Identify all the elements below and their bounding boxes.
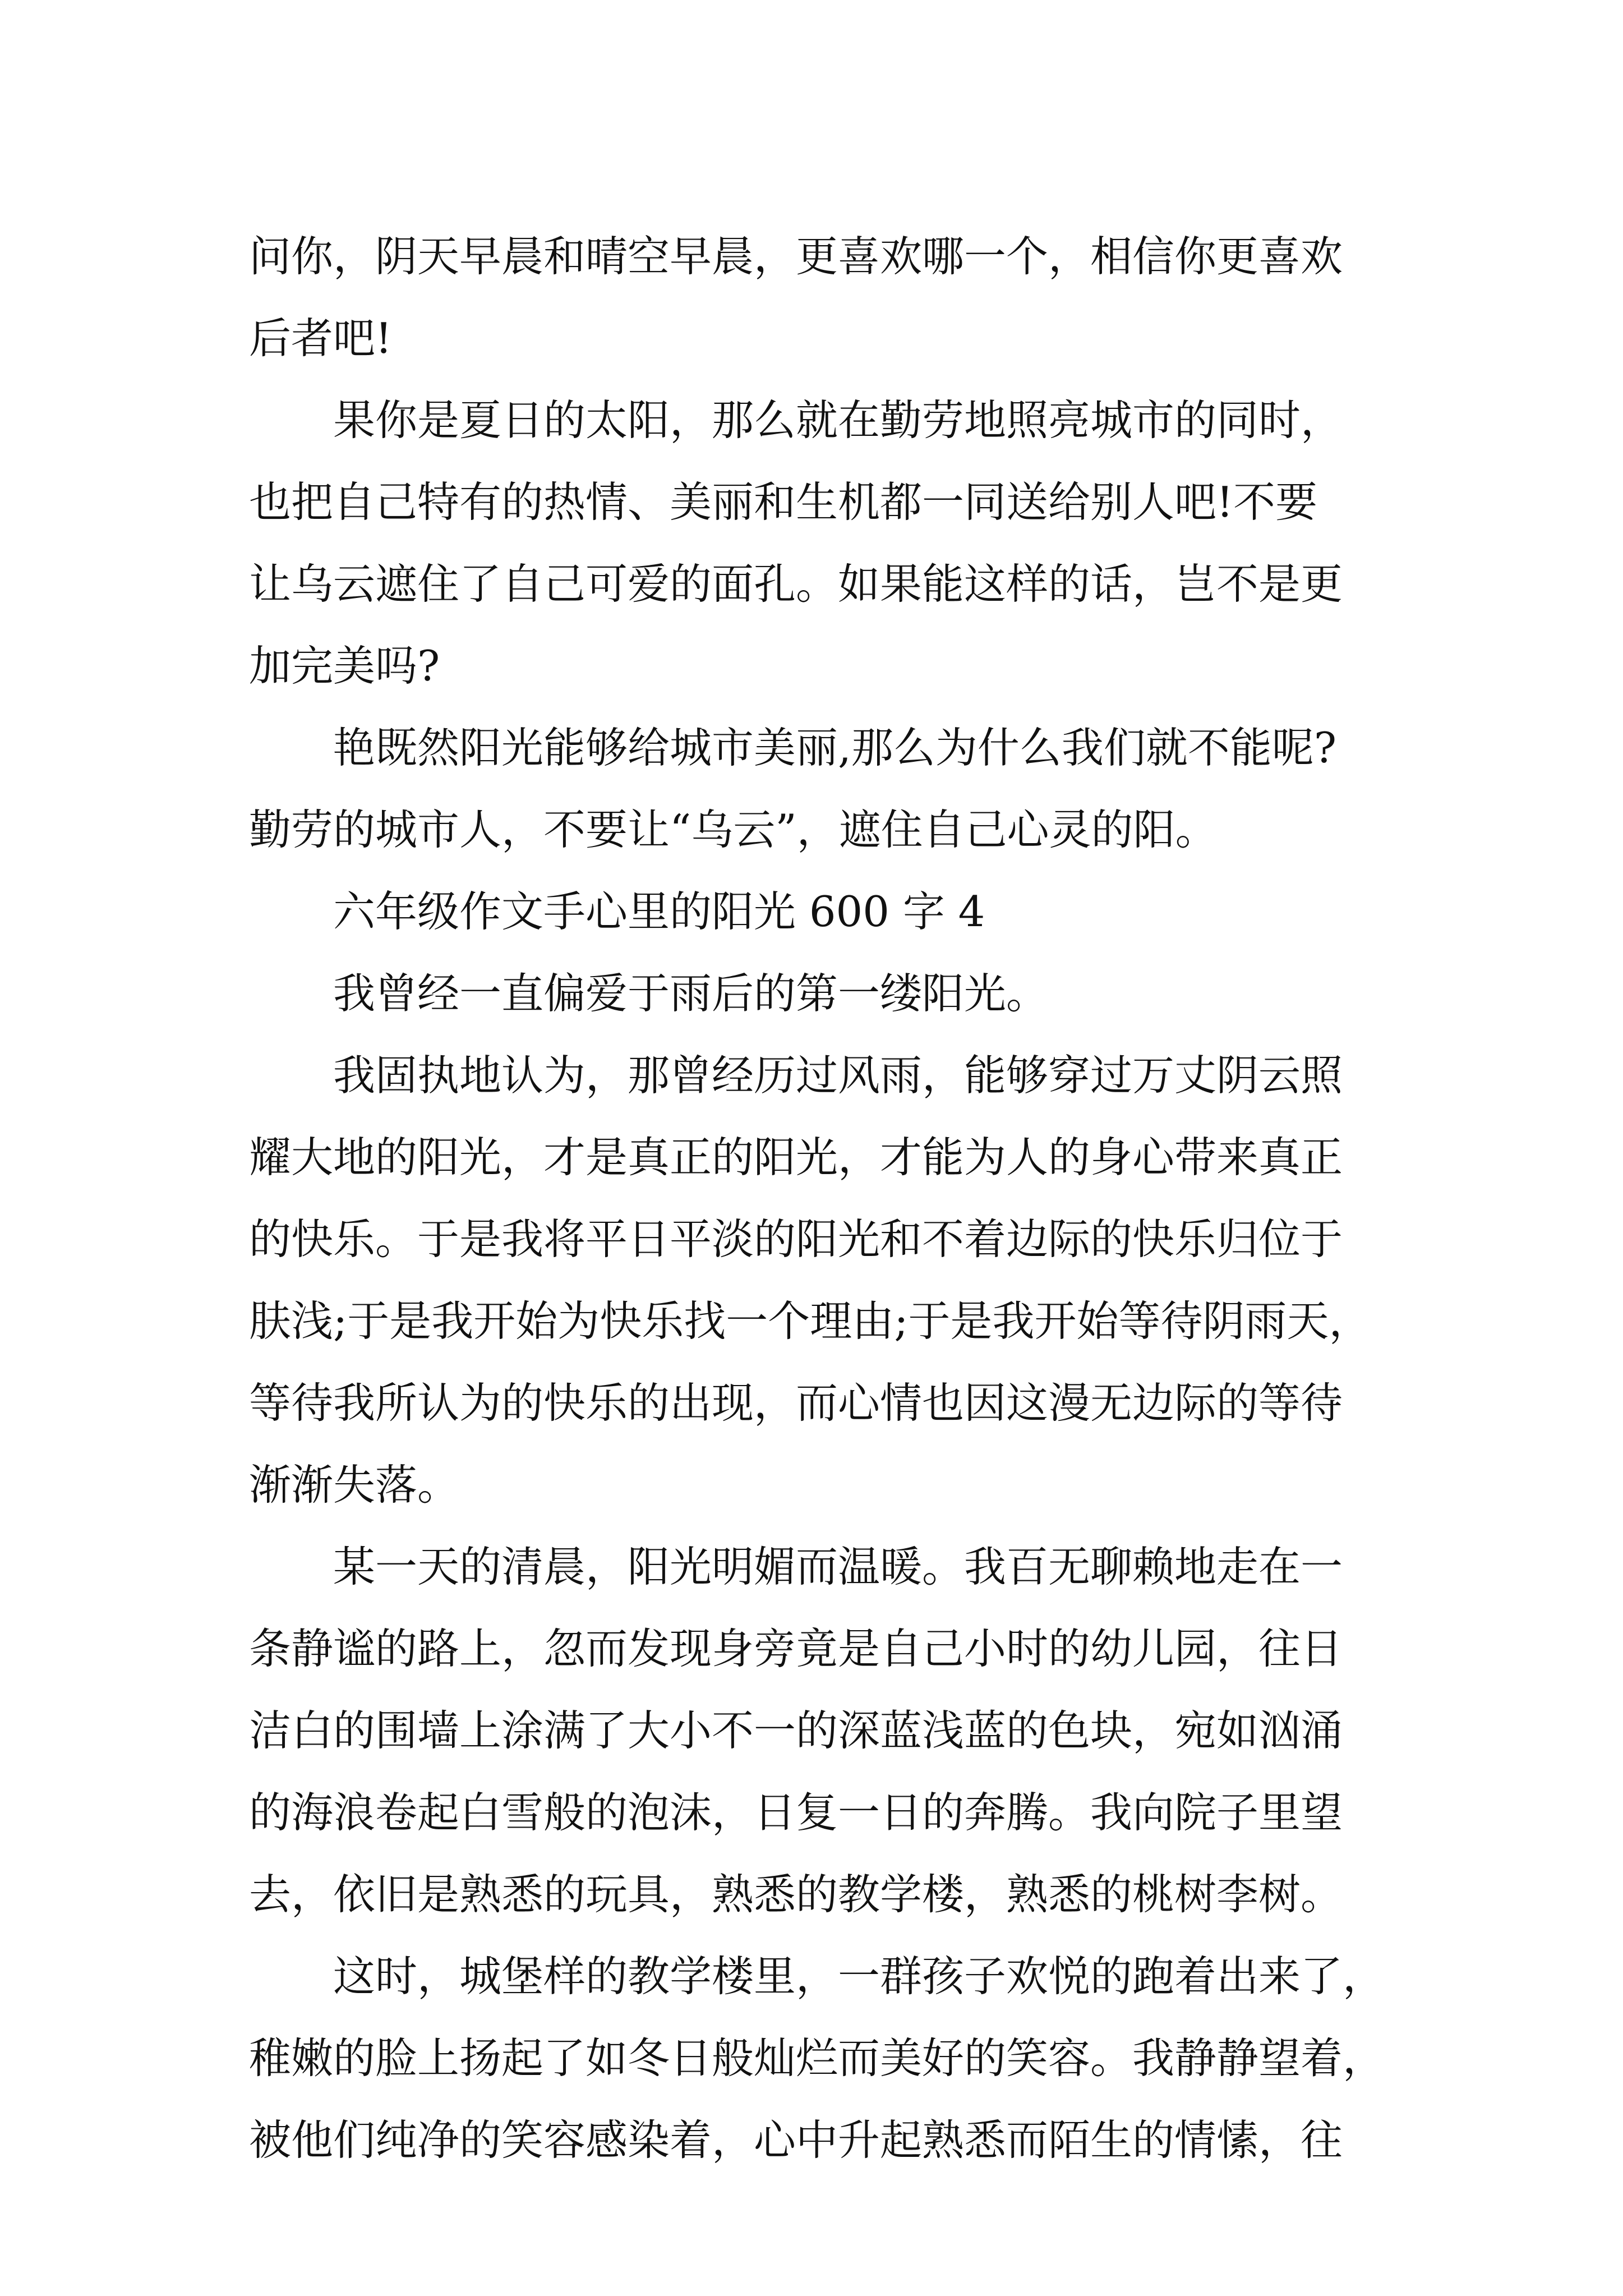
text-line: 也把自己特有的热情、美丽和生机都一同送给别人吧!不要 bbox=[249, 477, 1318, 527]
text-line: 去，依旧是熟悉的玩具，熟悉的教学楼，熟悉的桃树李树。 bbox=[249, 1870, 1343, 1919]
text-line: 等待我所认为的快乐的出现，而心情也因这漫无边际的等待 bbox=[249, 1378, 1343, 1428]
text-line: 被他们纯净的笑容感染着，心中升起熟悉而陌生的情愫，往 bbox=[249, 2115, 1343, 2165]
text-line: 条静谧的路上，忽而发现身旁竟是自己小时的幼儿园，往日 bbox=[249, 1624, 1343, 1673]
text-line: 后者吧! bbox=[249, 314, 393, 363]
text-line: 的海浪卷起白雪般的泡沫，日复一日的奔腾。我向院子里望 bbox=[249, 1788, 1343, 1837]
text-line: 艳既然阳光能够给城市美丽,那么为什么我们就不能呢? bbox=[249, 723, 1337, 772]
text-line: 加完美吗? bbox=[249, 641, 440, 691]
text-line: 勤劳的城市人，不要让“乌云”，遮住自己心灵的阳。 bbox=[249, 805, 1218, 854]
text-line: 我固执地认为，那曾经历过风雨，能够穿过万丈阴云照 bbox=[249, 1051, 1343, 1100]
section-heading: 六年级作文手心里的阳光 600 字 4 bbox=[249, 887, 985, 936]
text-line: 肤浅;于是我开始为快乐找一个理由;于是我开始等待阴雨天， bbox=[249, 1296, 1371, 1346]
text-line: 某一天的清晨，阳光明媚而温暖。我百无聊赖地走在一 bbox=[249, 1542, 1343, 1591]
text-line: 这时，城堡样的教学楼里，一群孩子欢悦的跑着出来了， bbox=[249, 1952, 1385, 2001]
text-line: 稚嫩的脸上扬起了如冬日般灿烂而美好的笑容。我静静望着， bbox=[249, 2033, 1385, 2083]
text-line: 渐渐失落。 bbox=[249, 1460, 460, 1510]
text-line: 让乌云遮住了自己可爱的面孔。如果能这样的话，岂不是更 bbox=[249, 559, 1343, 609]
text-line: 果你是夏日的太阳，那么就在勤劳地照亮城市的同时， bbox=[249, 395, 1343, 445]
text-line: 洁白的围墙上涂满了大小不一的深蓝浅蓝的色块，宛如汹涌 bbox=[249, 1706, 1343, 1755]
text-line: 问你，阴天早晨和晴空早晨，更喜欢哪一个，相信你更喜欢 bbox=[249, 232, 1343, 281]
document-body bbox=[249, 215, 1393, 2181]
text-line: 耀大地的阳光，才是真正的阳光，才能为人的身心带来真正 bbox=[249, 1133, 1343, 1182]
text-line: 的快乐。于是我将平日平淡的阳光和不着边际的快乐归位于 bbox=[249, 1214, 1343, 1264]
text-line: 我曾经一直偏爱于雨后的第一缕阳光。 bbox=[249, 969, 1049, 1018]
